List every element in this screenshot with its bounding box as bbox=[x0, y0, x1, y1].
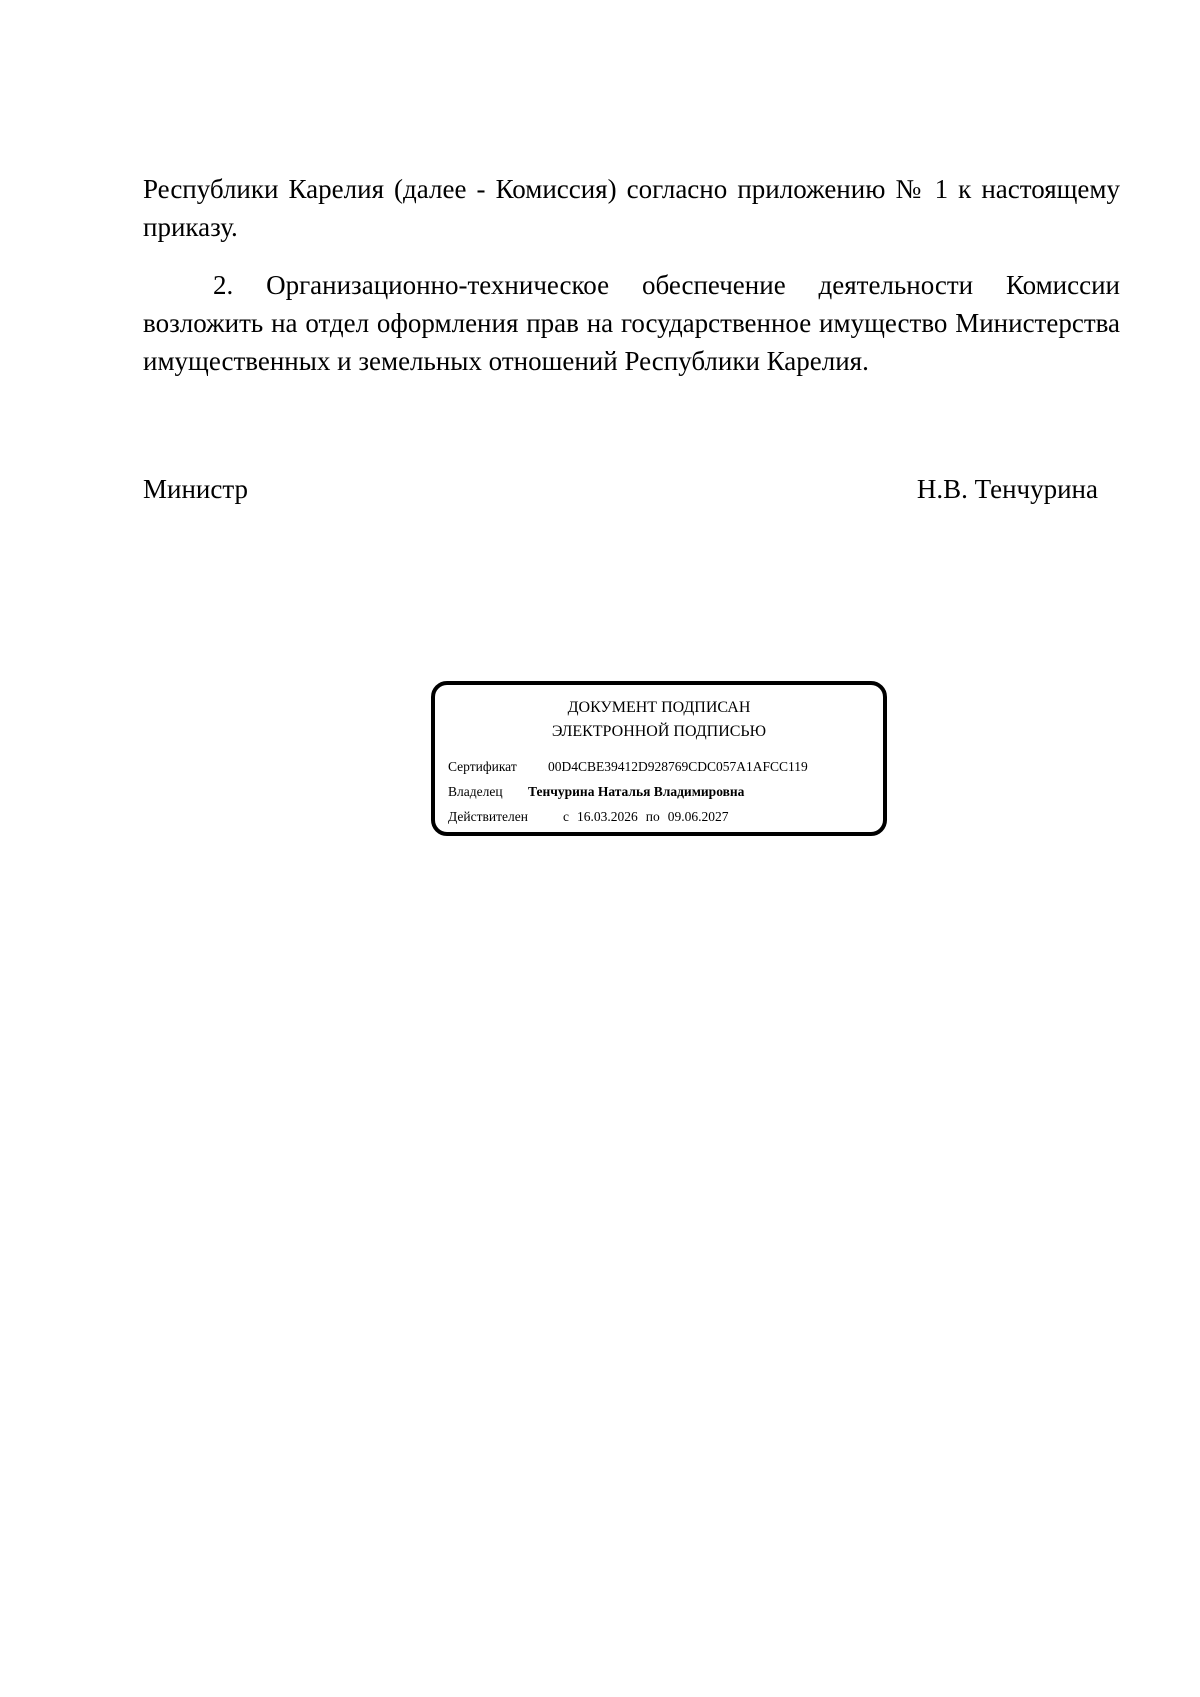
valid-from-date: 16.03.2026 bbox=[577, 809, 638, 824]
owner-value: Тенчурина Наталья Владимировна bbox=[528, 784, 745, 799]
signature-block bbox=[143, 470, 1098, 508]
signatory-name: Н.В. Тенчурина bbox=[916, 474, 1098, 504]
stamp-owner-row bbox=[448, 779, 883, 804]
valid-to-date: 09.06.2027 bbox=[667, 809, 729, 824]
paragraph-1: Республики Карелия (далее - Комиссия) согласно приложению № 1 к настоящему приказу. bbox=[143, 174, 1120, 242]
electronic-signature-stamp bbox=[431, 681, 887, 836]
certificate-label: Сертификат bbox=[448, 759, 517, 774]
certificate-value: 00D4CBE39412D928769CDC057A1AFCC119 bbox=[548, 759, 808, 774]
owner-label: Владелец bbox=[448, 784, 503, 799]
paragraph-2: 2. Организационно-техническое обеспечение деятельности Комиссии возложить на отдел оформления прав на государственное имущество Министерства имущественных и земельных отношений Республики Карелия. bbox=[143, 270, 1120, 376]
stamp-title-line-1: ДОКУМЕНТ ПОДПИСАН bbox=[567, 699, 751, 716]
stamp-certificate-row bbox=[448, 754, 883, 779]
valid-from-prefix: с bbox=[563, 809, 569, 824]
stamp-validity-row bbox=[448, 804, 883, 829]
valid-label: Действителен bbox=[448, 809, 528, 824]
stamp-title bbox=[435, 696, 883, 744]
stamp-details bbox=[435, 754, 883, 829]
signatory-position: Министр bbox=[143, 474, 248, 504]
valid-to-prefix: по bbox=[645, 809, 660, 824]
stamp-title-line-2: ЭЛЕКТРОННОЙ ПОДПИСЬЮ bbox=[551, 723, 767, 740]
